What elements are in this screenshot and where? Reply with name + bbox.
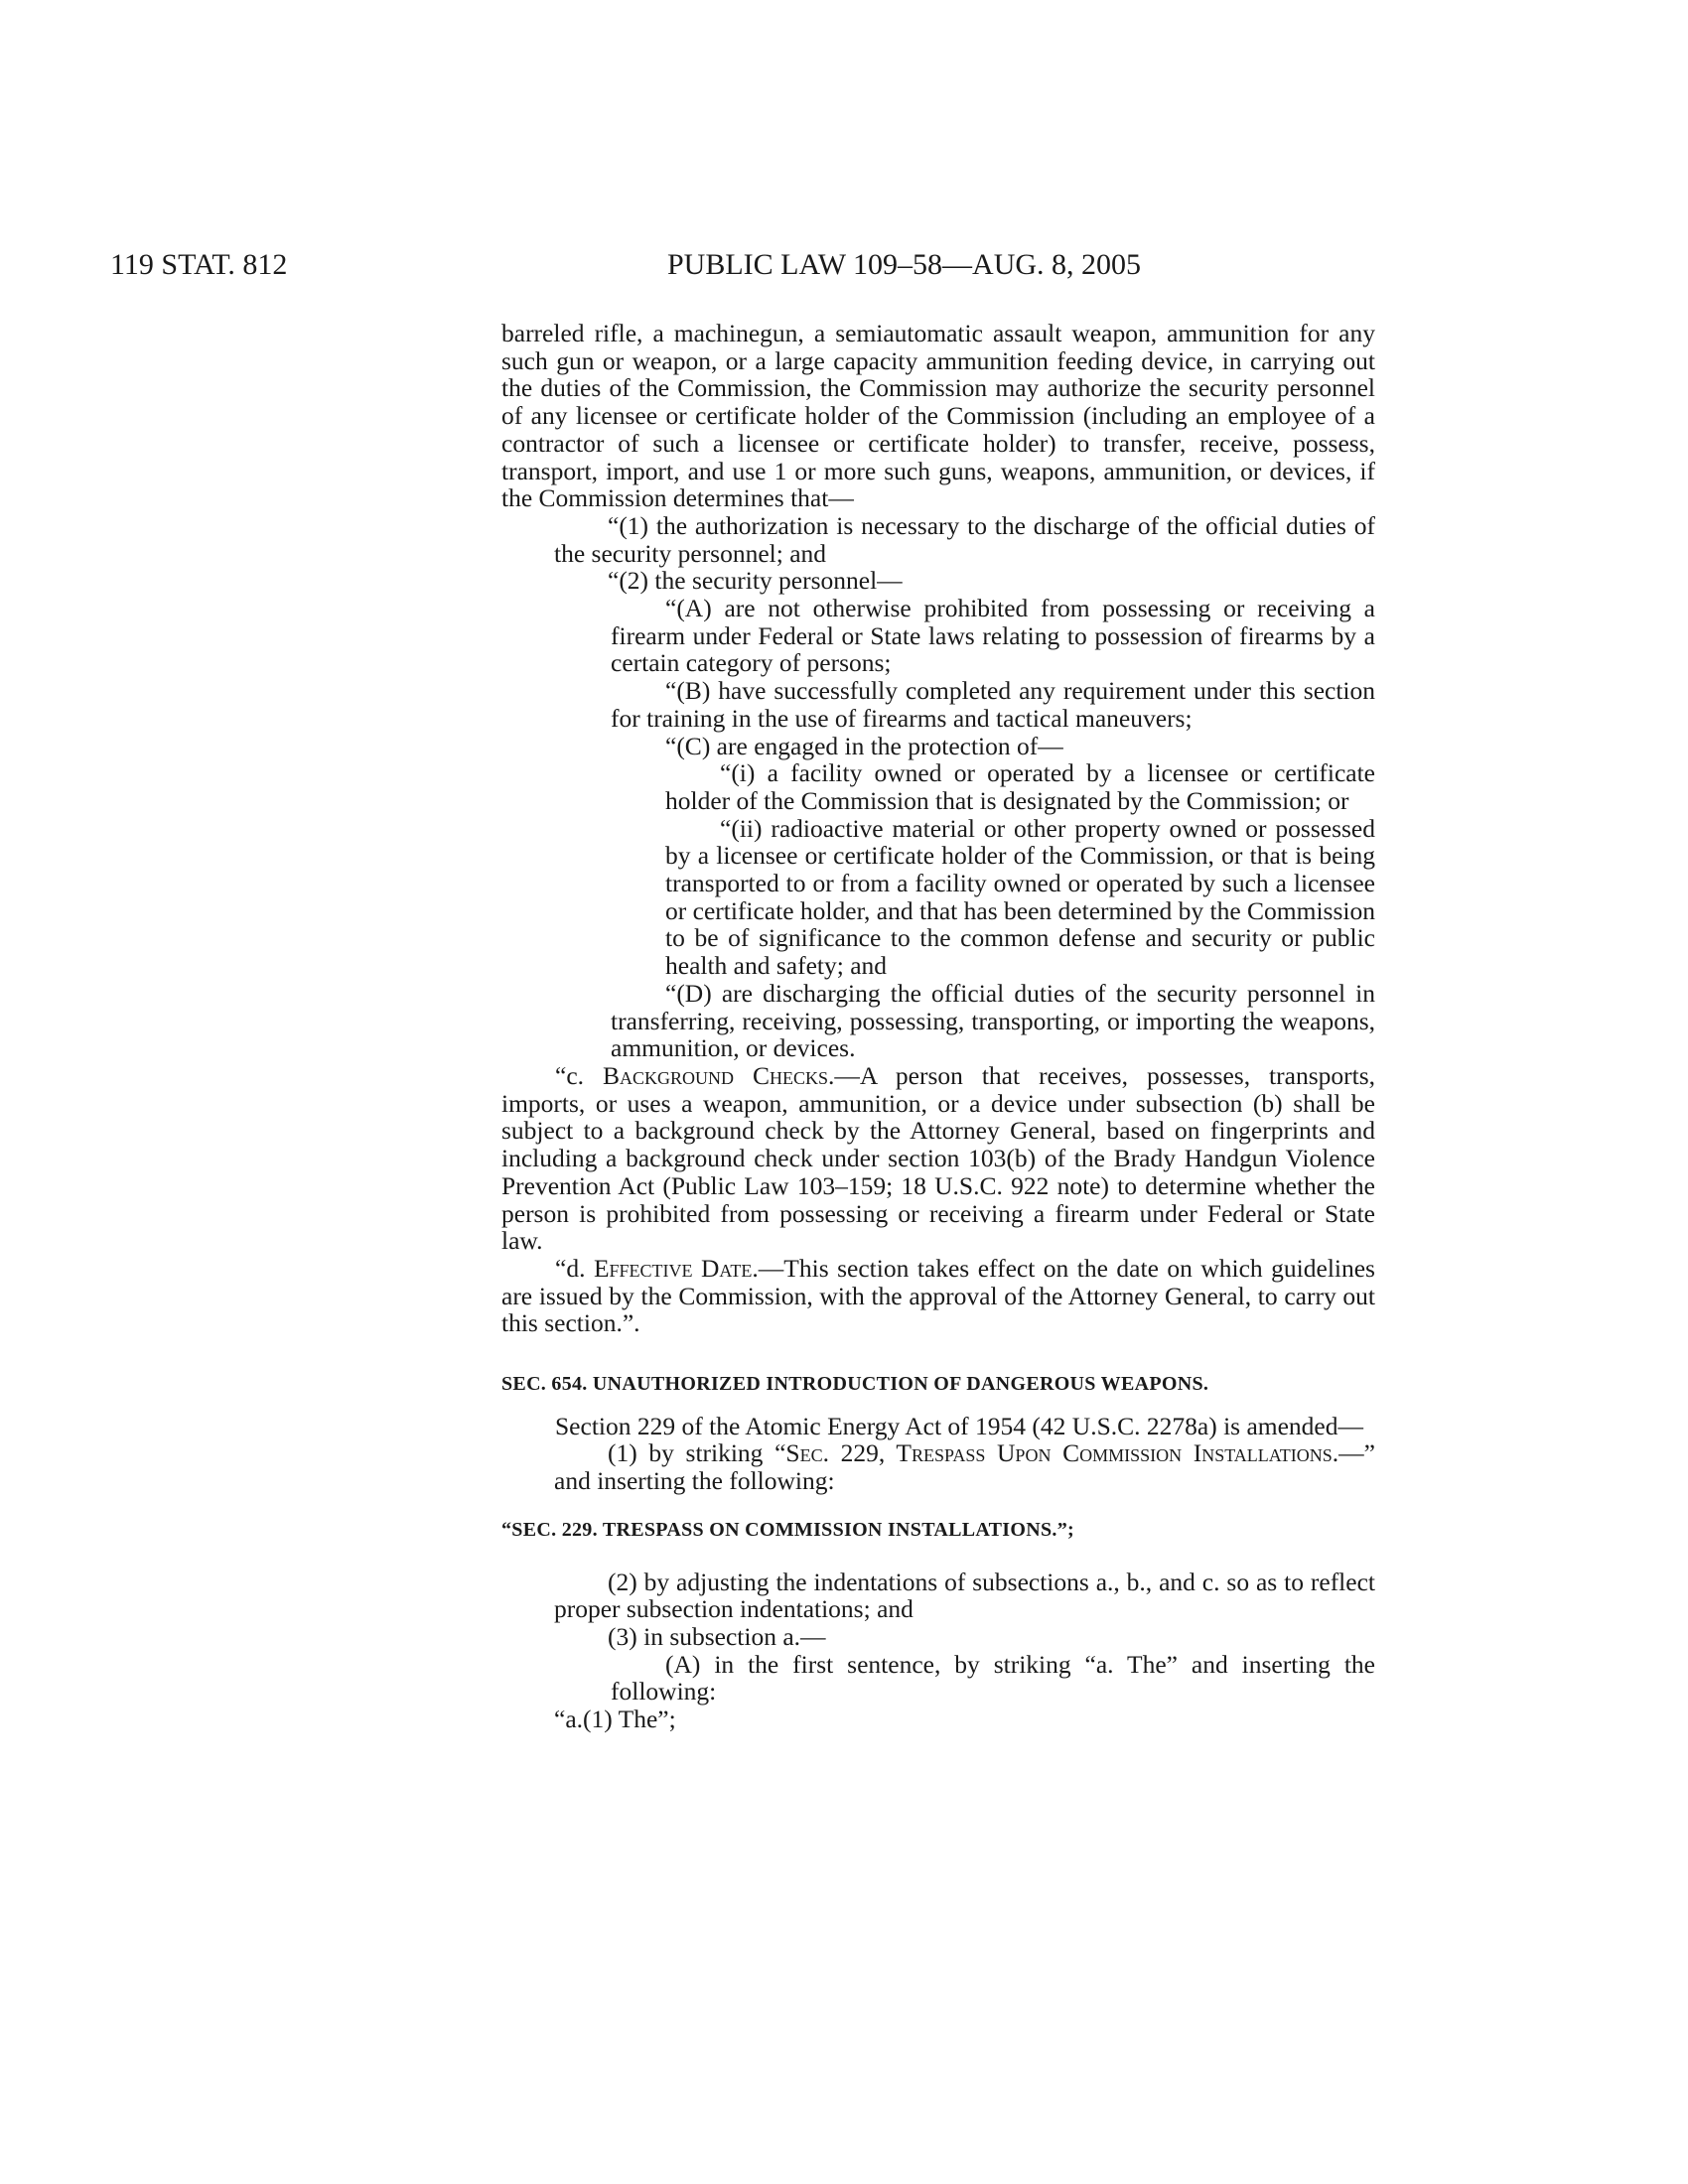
subsection-d-effective-date xyxy=(501,1255,1375,1337)
clause-i: “(i) a facility owned or operated by a licensee or certificate holder of the Commission that is designated by the Commission; or xyxy=(665,758,1375,815)
amendment-1-tail: —” and inserting the following: xyxy=(554,1438,1375,1496)
page-header xyxy=(0,248,1688,288)
subsection-d-heading: Effective Date. xyxy=(593,1253,759,1283)
paragraph-1: “(1) the authorization is necessary to the discharge of the official duties of the security personnel; and xyxy=(554,510,1375,568)
inserted-text: “a.(1) The”; xyxy=(554,1705,676,1734)
subsection-c-background-checks xyxy=(501,1062,1375,1255)
subparagraph-a: “(A) are not otherwise prohibited from possessing or receiving a firearm under Federal or State laws relating to possession of firearms by a certain category of persons; xyxy=(611,594,1375,678)
subsection-c-lead: “c. xyxy=(555,1060,603,1090)
subparagraph-d: “(D) are discharging the official duties of the security personnel in transferring, receiving, possessing, transporting, or importing the weapons, ammunition, or devices. xyxy=(611,978,1375,1063)
subparagraph-c: “(C) are engaged in the protection of— xyxy=(665,731,1063,760)
statute-page-number: 119 STAT. 812 xyxy=(110,248,288,281)
amendment-1 xyxy=(501,1439,1375,1494)
subsection-d-lead: “d. xyxy=(555,1253,594,1283)
subsection-c-text: —A person that receives, possesses, transports, imports, or uses a weapon, ammunition, or a device under subsection (b) shall be subject to a background check by the Attorney General, based on fingerprints and including a background check under section 103(b) of the Brady Handgun Violence Prevention Act (Public Law 103–159; 18 U.S.C. 922 note) to determine whether the person is prohibited from possessing or receiving a firearm under Federal or State law. xyxy=(501,1060,1376,1256)
paragraph-2: “(2) the security personnel— xyxy=(608,566,903,596)
amendment-3: (3) in subsection a.— xyxy=(608,1621,826,1651)
document-body xyxy=(501,320,1375,1733)
amendment-2: (2) by adjusting the indentations of subsections a., b., and c. so as to reflect proper subsection indentations; and xyxy=(554,1567,1375,1624)
subsection-d-text: —This section takes effect on the date on which guidelines are issued by the Commission, with the approval of the Attorney General, to carry out this section.”. xyxy=(501,1253,1375,1338)
section-654-heading: SEC. 654. UNAUTHORIZED INTRODUCTION OF DANGEROUS WEAPONS. xyxy=(501,1373,1209,1396)
amendment-1-struck-text: Sec. 229, Trespass Upon Commission Installations. xyxy=(785,1438,1339,1468)
section-229-amended: Section 229 of the Atomic Energy Act of 1954 (42 U.S.C. 2278a) is amended— xyxy=(555,1411,1363,1440)
subsection-c-heading: Background Checks. xyxy=(603,1060,835,1090)
clause-ii: “(ii) radioactive material or other property owned or possessed by a licensee or certificate holder of the Commission, or that is being transported to or from a facility owned or operated by such a licensee or certificate holder, and that has been determined by the Commission to be of significance to the common defense and security or public health and safety; and xyxy=(665,813,1375,981)
amendment-3-a: (A) in the first sentence, by striking “a. The” and inserting the following: xyxy=(611,1649,1375,1706)
amendment-1-lead: (1) by striking “ xyxy=(608,1438,786,1468)
subparagraph-b: “(B) have successfully completed any requirement under this section for training in the use of firearms and tactical maneuvers; xyxy=(611,676,1375,733)
section-229-heading: “SEC. 229. TRESPASS ON COMMISSION INSTALLATIONS.”; xyxy=(501,1518,1074,1541)
public-law-title: PUBLIC LAW 109–58—AUG. 8, 2005 xyxy=(667,248,1142,281)
paragraph-continued: barreled rifle, a machinegun, a semiautomatic assault weapon, ammunition for any such gun or weapon, or a large capacity ammunition feeding device, in carrying out the duties of the Commission, the Commission may authorize the security personnel of any licensee or certificate holder of the Commission (including an employee of a contractor of such a licensee or certificate holder) to transfer, receive, possess, transport, import, and use 1 or more such guns, weapons, ammunition, or devices, if the Commission determines that— xyxy=(501,319,1375,513)
